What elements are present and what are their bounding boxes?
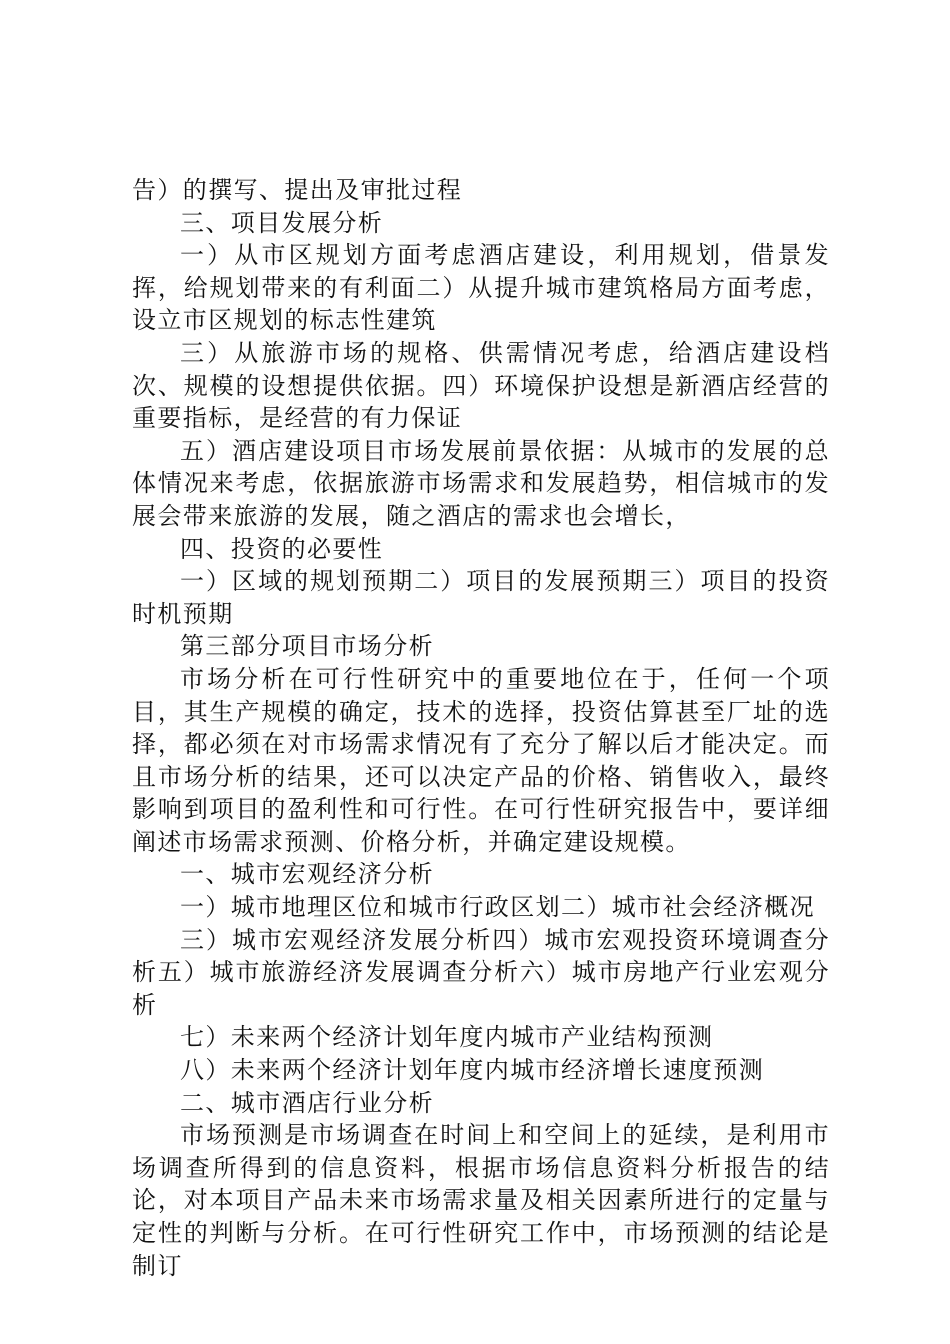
section-heading-project-development: 三、项目发展分析: [180, 208, 384, 237]
section-heading-macro-economy: 一、城市宏观经济分析: [180, 860, 434, 889]
paragraph: 市场预测是市场调查在时间上和空间上的延续，是利用市场调查所得到的信息资料，根据市场信息资料分析报告的结论，对本项目产品未来市场需求量及相关因素所进行的定量与定性的判断与分析。在可行性研究工作中，市场预测的结论是制订: [132, 1121, 830, 1280]
paragraph: 七）未来两个经济计划年度内城市产业结构预测: [180, 1023, 714, 1052]
paragraph: 一）区域的规划预期二）项目的发展预期三）项目的投资时机预期: [132, 567, 830, 628]
paragraph: 三）从旅游市场的规格、供需情况考虑，给酒店建设档次、规模的设想提供依据。四）环境保护设想是新酒店经营的重要指标，是经营的有力保证: [132, 338, 830, 433]
paragraph: 八）未来两个经济计划年度内城市经济增长速度预测: [180, 1056, 765, 1085]
paragraph: 五）酒店建设项目市场发展前景依据：从城市的发展的总体情况来考虑，依据旅游市场需求和发展趋势，相信城市的发展会带来旅游的发展，随之酒店的需求也会增长，: [132, 436, 830, 530]
paragraph: 市场分析在可行性研究中的重要地位在于，任何一个项目，其生产规模的确定，技术的选择，投资估算甚至厂址的选择，都必须在对市场需求情况有了充分了解以后才能决定。而且市场分析的结果，还可以决定产品的价格、销售收入，最终影响到项目的盈利性和可行性。在可行性研究报告中，要详细阐述市场需求预测、价格分析，并确定建设规模。: [132, 664, 830, 856]
part-heading-market-analysis: 第三部分项目市场分析: [180, 632, 434, 661]
paragraph: 三）城市宏观经济发展分析四）城市宏观投资环境调查分析五）城市旅游经济发展调查分析六）城市房地产行业宏观分析: [132, 925, 830, 1019]
section-heading-hotel-industry: 二、城市酒店行业分析: [180, 1088, 434, 1117]
document-body: [132, 174, 830, 1282]
paragraph: 一）从市区规划方面考虑酒店建设，利用规划，借景发挥，给规划带来的有利面二）从提升城市建筑格局方面考虑，设立市区规划的标志性建筑: [132, 241, 830, 335]
paragraph-continuation: 告）的撰写、提出及审批过程: [132, 176, 463, 204]
paragraph: 一）城市地理区位和城市行政区划二）城市社会经济概况: [180, 893, 815, 922]
section-heading-investment-necessity: 四、投资的必要性: [180, 534, 384, 563]
